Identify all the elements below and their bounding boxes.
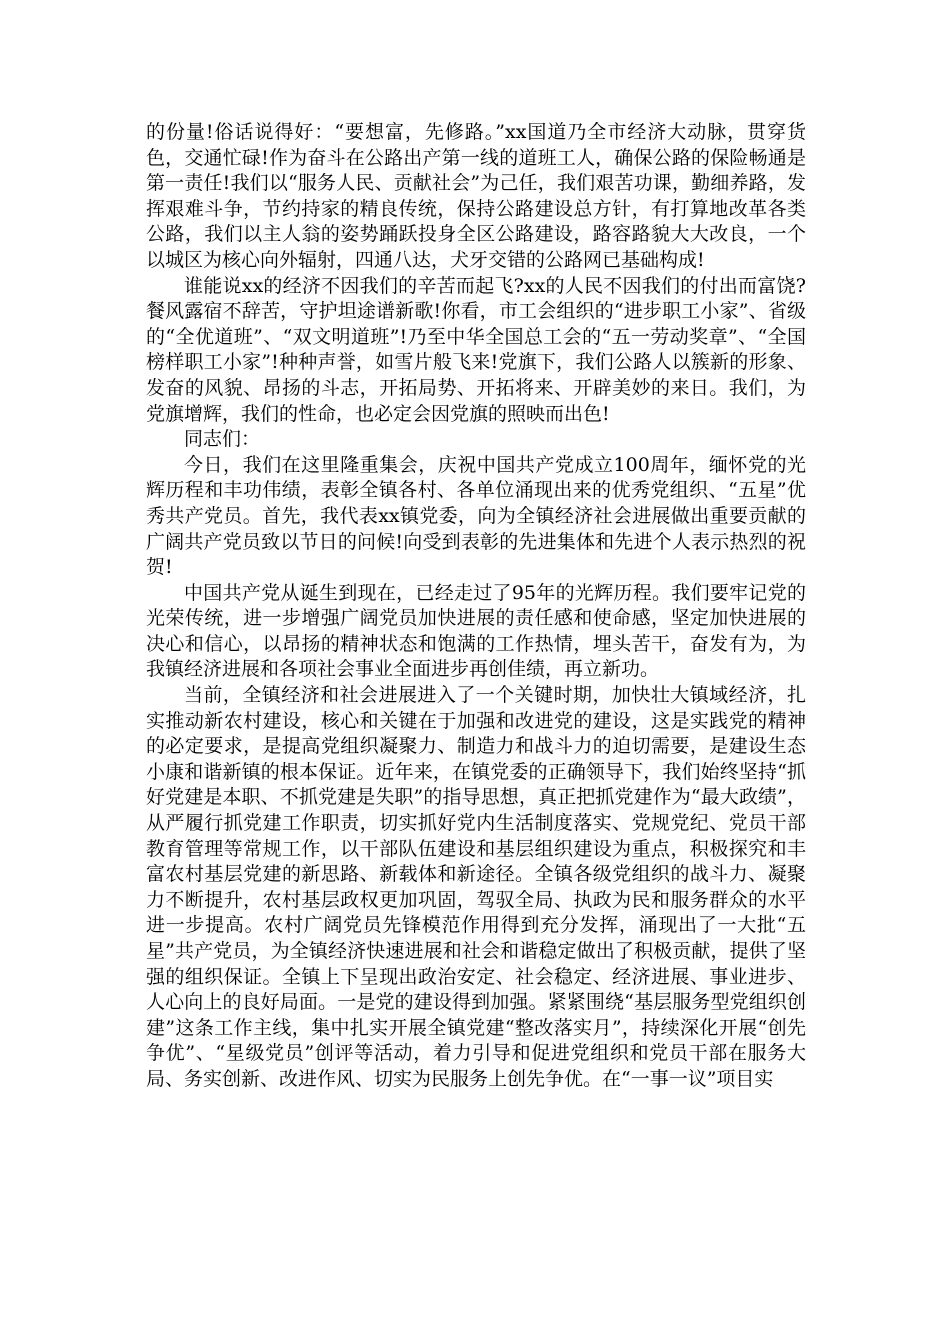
paragraph-salutation: 同志们：	[184, 428, 261, 451]
paragraph-3: 今日，我们在这里隆重集会，庆祝中国共产党成立100周年，缅怀党的光辉历程和丰功伟绩，表彰全镇各村、各单位涌现出来的优秀党组织、“五星”优秀共产党员。首先，我代表xx镇党委，向为全镇经济社会进展做出重要贡献的广阔共产党员致以节日的问候!向受到表彰的先进集体和先进个人表示热烈的祝贺!	[146, 453, 806, 579]
paragraph-4: 中国共产党从诞生到现在，已经走过了95年的光辉历程。我们要牢记党的光荣传统，进一步增强广阔党员加快进展的责任感和使命感，坚定加快进展的决心和信心，以昂扬的精神状态和饱满的工作热情，埋头苦干，奋发有为，为我镇经济进展和各项社会事业全面进步再创佳绩，再立新功。	[146, 581, 806, 681]
paragraph-1: 的份量!俗话说得好：“要想富，先修路。”xx国道乃全市经济大动脉，贯穿货色，交通忙碌!作为奋斗在公路出产第一线的道班工人，确保公路的保险畅通是第一责任!我们以“服务人民、贡献社会”为己任，我们艰苦功课，勤细养路，发挥艰难斗争，节约持家的精良传统，保持公路建设总方针，有打算地改革各类公路，我们以主人翁的姿势踊跃投身全区公路建设，路容路貌大大改良，一个以城区为核心向外辐射，四通八达，犬牙交错的公路网已基础构成!	[146, 121, 806, 271]
paragraph-2: 谁能说xx的经济不因我们的辛苦而起飞?xx的人民不因我们的付出而富饶?餐风露宿不辞苦，守护坦途谱新歌!你看，市工会组织的“进步职工小家”、省级的“全优道班”、“双文明道班”!乃至中华全国总工会的“五一劳动奖章”、“全国榜样职工小家”!种种声誉，如雪片般飞来!党旗下，我们公路人以簇新的形象、发奋的风貌、昂扬的斗志，开拓局势、开拓将来、开辟美妙的来日。我们，为党旗增辉，我们的性命，也必定会因党旗的照映而出色!	[146, 274, 806, 425]
document-page	[146, 120, 806, 1093]
paragraph-5: 当前，全镇经济和社会进展进入了一个关键时期，加快壮大镇域经济，扎实推动新农村建设，核心和关键在于加强和改进党的建设，这是实践党的精神的必定要求，是提高党组织凝聚力、制造力和战斗力的迫切需要，是建设生态小康和谐新镇的根本保证。近年来，在镇党委的正确领导下，我们始终坚持“抓好党建是本职、不抓党建是失职”的指导思想，真正把抓党建作为“最大政绩”，从严履行抓党建工作职责，切实抓好党内生活制度落实、党规党纪、党员干部教育管理等常规工作，以干部队伍建设和基层组织建设为重点，积极探究和丰富农村基层党建的新思路、新载体和新途径。全镇各级党组织的战斗力、凝聚力不断提升，农村基层政权更加巩固，驾驭全局、执政为民和服务群众的水平进一步提高。农村广阔党员先锋模范作用得到充分发挥，涌现出了一大批“五星”共产党员，为全镇经济快速进展和社会和谐稳定做出了积极贡献，提供了坚强的组织保证。全镇上下呈现出政治安定、社会稳定、经济进展、事业进步、人心向上的良好局面。一是党的建设得到加强。紧紧围绕“基层服务型党组织创建”这条工作主线，集中扎实开展全镇党建“整改落实月”，持续深化开展“创先争优”、“星级党员”创评等活动，着力引导和促进党组织和党员干部在服务大局、务实创新、改进作风、切实为民服务上创先争优。在“一事一议”项目实	[146, 684, 806, 1090]
